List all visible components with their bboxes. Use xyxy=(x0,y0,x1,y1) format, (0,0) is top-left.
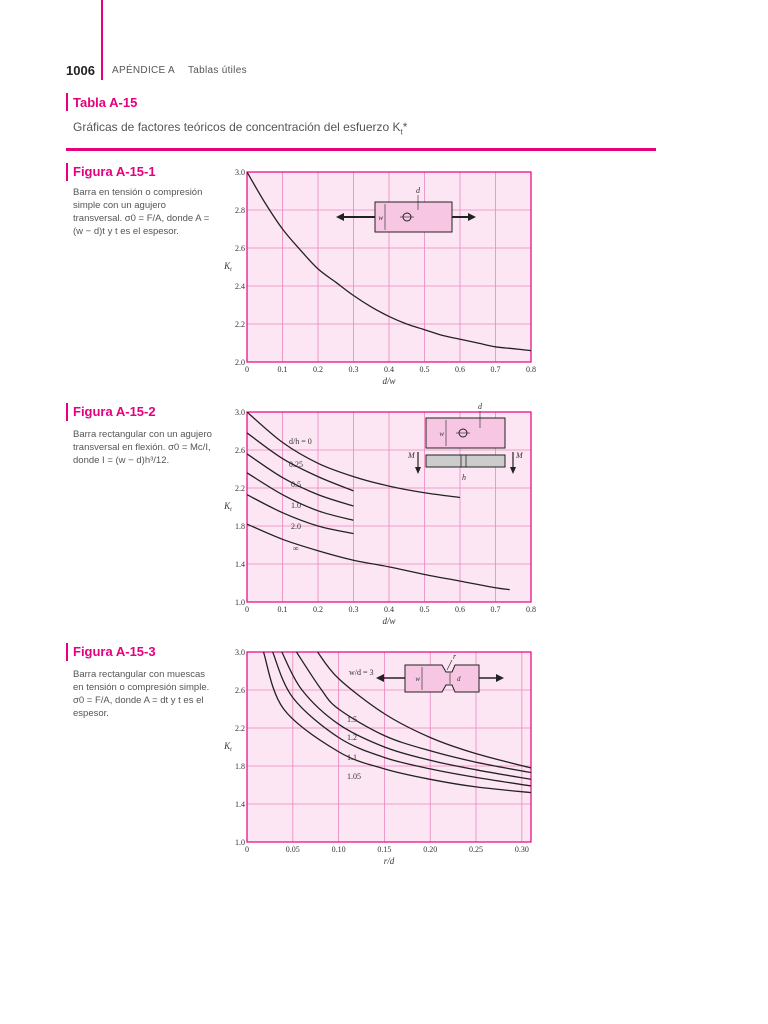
table-subtitle-text: Gráficas de factores teóricos de concentración del esfuerzo K xyxy=(73,120,401,134)
figure-1-title: Figura A-15-1 xyxy=(73,164,156,179)
figure-3-description: Barra rectangular con muescas en tensión o compresión simple. σ0 = F/A, donde A = dt y t es el espesor. xyxy=(73,669,210,719)
x-tick-label: 0.7 xyxy=(490,365,501,374)
y-axis-label: $K_t$ xyxy=(224,261,232,273)
series-label: 1.05 xyxy=(347,772,361,781)
table-subtitle xyxy=(73,120,407,136)
margin-bar xyxy=(101,0,103,80)
y-tick-label: 2.6 xyxy=(235,686,245,695)
y-tick-label: 1.8 xyxy=(235,762,245,771)
x-tick-label: 0.6 xyxy=(455,605,465,614)
x-axis-label: d/w xyxy=(382,376,396,386)
x-tick-label: 0.4 xyxy=(384,605,394,614)
y-tick-label: 3.0 xyxy=(235,408,245,417)
y-tick-label: 1.4 xyxy=(235,560,245,569)
diagram-label-h: h xyxy=(462,473,466,482)
x-tick-label: 0.7 xyxy=(490,605,501,614)
y-tick-label: 2.6 xyxy=(235,446,245,455)
series-label: 1.1 xyxy=(347,753,357,762)
series-label: w/d = 3 xyxy=(349,668,374,677)
x-tick-label: 0.05 xyxy=(285,845,300,854)
y-tick-label: 2.2 xyxy=(235,724,245,733)
series-label: 0.5 xyxy=(291,480,301,489)
y-axis-label: $K_t$ xyxy=(224,741,232,753)
chart-figure-2 xyxy=(210,400,550,635)
x-tick-label: 0.1 xyxy=(277,365,288,374)
x-tick-label: 0.1 xyxy=(277,605,288,614)
x-tick-label: 0 xyxy=(245,365,249,374)
x-tick-label: 0.15 xyxy=(377,845,392,854)
beam-side-view xyxy=(426,455,505,467)
x-tick-label: 0.10 xyxy=(331,845,346,854)
figure-2-title: Figura A-15-2 xyxy=(73,404,156,419)
x-tick-label: 0 xyxy=(245,605,249,614)
x-tick-label: 0.6 xyxy=(455,365,465,374)
x-tick-label: 0.2 xyxy=(313,365,323,374)
x-tick-label: 0.3 xyxy=(348,605,359,614)
table-rule xyxy=(66,148,656,151)
diagram-label-r: r xyxy=(453,652,457,661)
x-axis-label: d/w xyxy=(382,616,396,626)
diagram-label-m-left: M xyxy=(408,451,415,460)
y-tick-label: 2.6 xyxy=(235,244,245,253)
figure-1-bar xyxy=(66,163,68,181)
x-tick-label: 0.2 xyxy=(313,605,323,614)
y-tick-label: 2.0 xyxy=(235,358,245,367)
table-title: Tabla A-15 xyxy=(73,95,138,110)
page-number: 1006 xyxy=(66,63,95,78)
y-tick-label: 1.0 xyxy=(235,838,245,847)
figure-2-description: Barra rectangular con un agujero transversal en flexión. σ0 = Mc/I, donde I = (w − d)h³/12. xyxy=(73,429,212,466)
x-tick-label: 0.4 xyxy=(384,365,394,374)
plot-background xyxy=(247,652,531,842)
x-tick-label: 0.8 xyxy=(526,365,536,374)
x-tick-label: 0.25 xyxy=(469,845,484,854)
series-label: d/h = 0 xyxy=(289,437,312,446)
y-tick-label: 1.4 xyxy=(235,800,245,809)
y-tick-label: 2.2 xyxy=(235,484,245,493)
diagram-label-d: d xyxy=(478,402,482,411)
diagram-label-d: d xyxy=(416,186,420,195)
x-tick-label: 0.30 xyxy=(514,845,529,854)
diagram-label-w: w xyxy=(378,214,383,222)
x-tick-label: 0.5 xyxy=(419,365,430,374)
figure-1-description: Barra en tensión o compresión simple con un agujero transversal. σ0 = F/A, donde A = (w − d)t y t es el espesor. xyxy=(73,187,210,237)
chart-figure-1 xyxy=(210,160,550,395)
table-subtitle-sub: t xyxy=(400,127,403,137)
figure-3-title: Figura A-15-3 xyxy=(73,644,156,659)
table-subtitle-mark: * xyxy=(402,120,408,134)
y-tick-label: 2.4 xyxy=(235,282,245,291)
x-tick-label: 0 xyxy=(245,845,249,854)
series-label: 1.5 xyxy=(347,715,357,724)
chart-figure-3 xyxy=(210,640,550,875)
y-tick-label: 3.0 xyxy=(235,648,245,657)
diagram-label-d: d xyxy=(457,675,461,683)
diagram-label-w: w xyxy=(439,430,444,438)
x-tick-label: 0.20 xyxy=(423,845,438,854)
table-title-bar xyxy=(66,93,68,111)
running-header-section: APÉNDICE A xyxy=(112,65,176,76)
series-label: 1.2 xyxy=(347,733,357,742)
figure-3-bar xyxy=(66,643,68,661)
y-tick-label: 2.8 xyxy=(235,206,245,215)
series-label: 0.25 xyxy=(289,460,303,469)
running-header xyxy=(112,65,257,76)
y-tick-label: 1.8 xyxy=(235,522,245,531)
series-label: 2.0 xyxy=(291,522,301,531)
x-tick-label: 0.5 xyxy=(419,605,430,614)
y-tick-label: 3.0 xyxy=(235,168,245,177)
diagram-label-w: w xyxy=(415,675,420,683)
y-tick-label: 1.0 xyxy=(235,598,245,607)
x-tick-label: 0.8 xyxy=(526,605,536,614)
diagram-label-m-right: M xyxy=(516,451,523,460)
x-tick-label: 0.3 xyxy=(348,365,359,374)
y-tick-label: 2.2 xyxy=(235,320,245,329)
x-axis-label: r/d xyxy=(383,856,395,866)
series-label: ∞ xyxy=(293,544,299,553)
figure-2-bar xyxy=(66,403,68,421)
running-header-title: Tablas útiles xyxy=(187,65,247,76)
y-axis-label: $K_t$ xyxy=(224,501,232,513)
series-label: 1.0 xyxy=(291,501,301,510)
